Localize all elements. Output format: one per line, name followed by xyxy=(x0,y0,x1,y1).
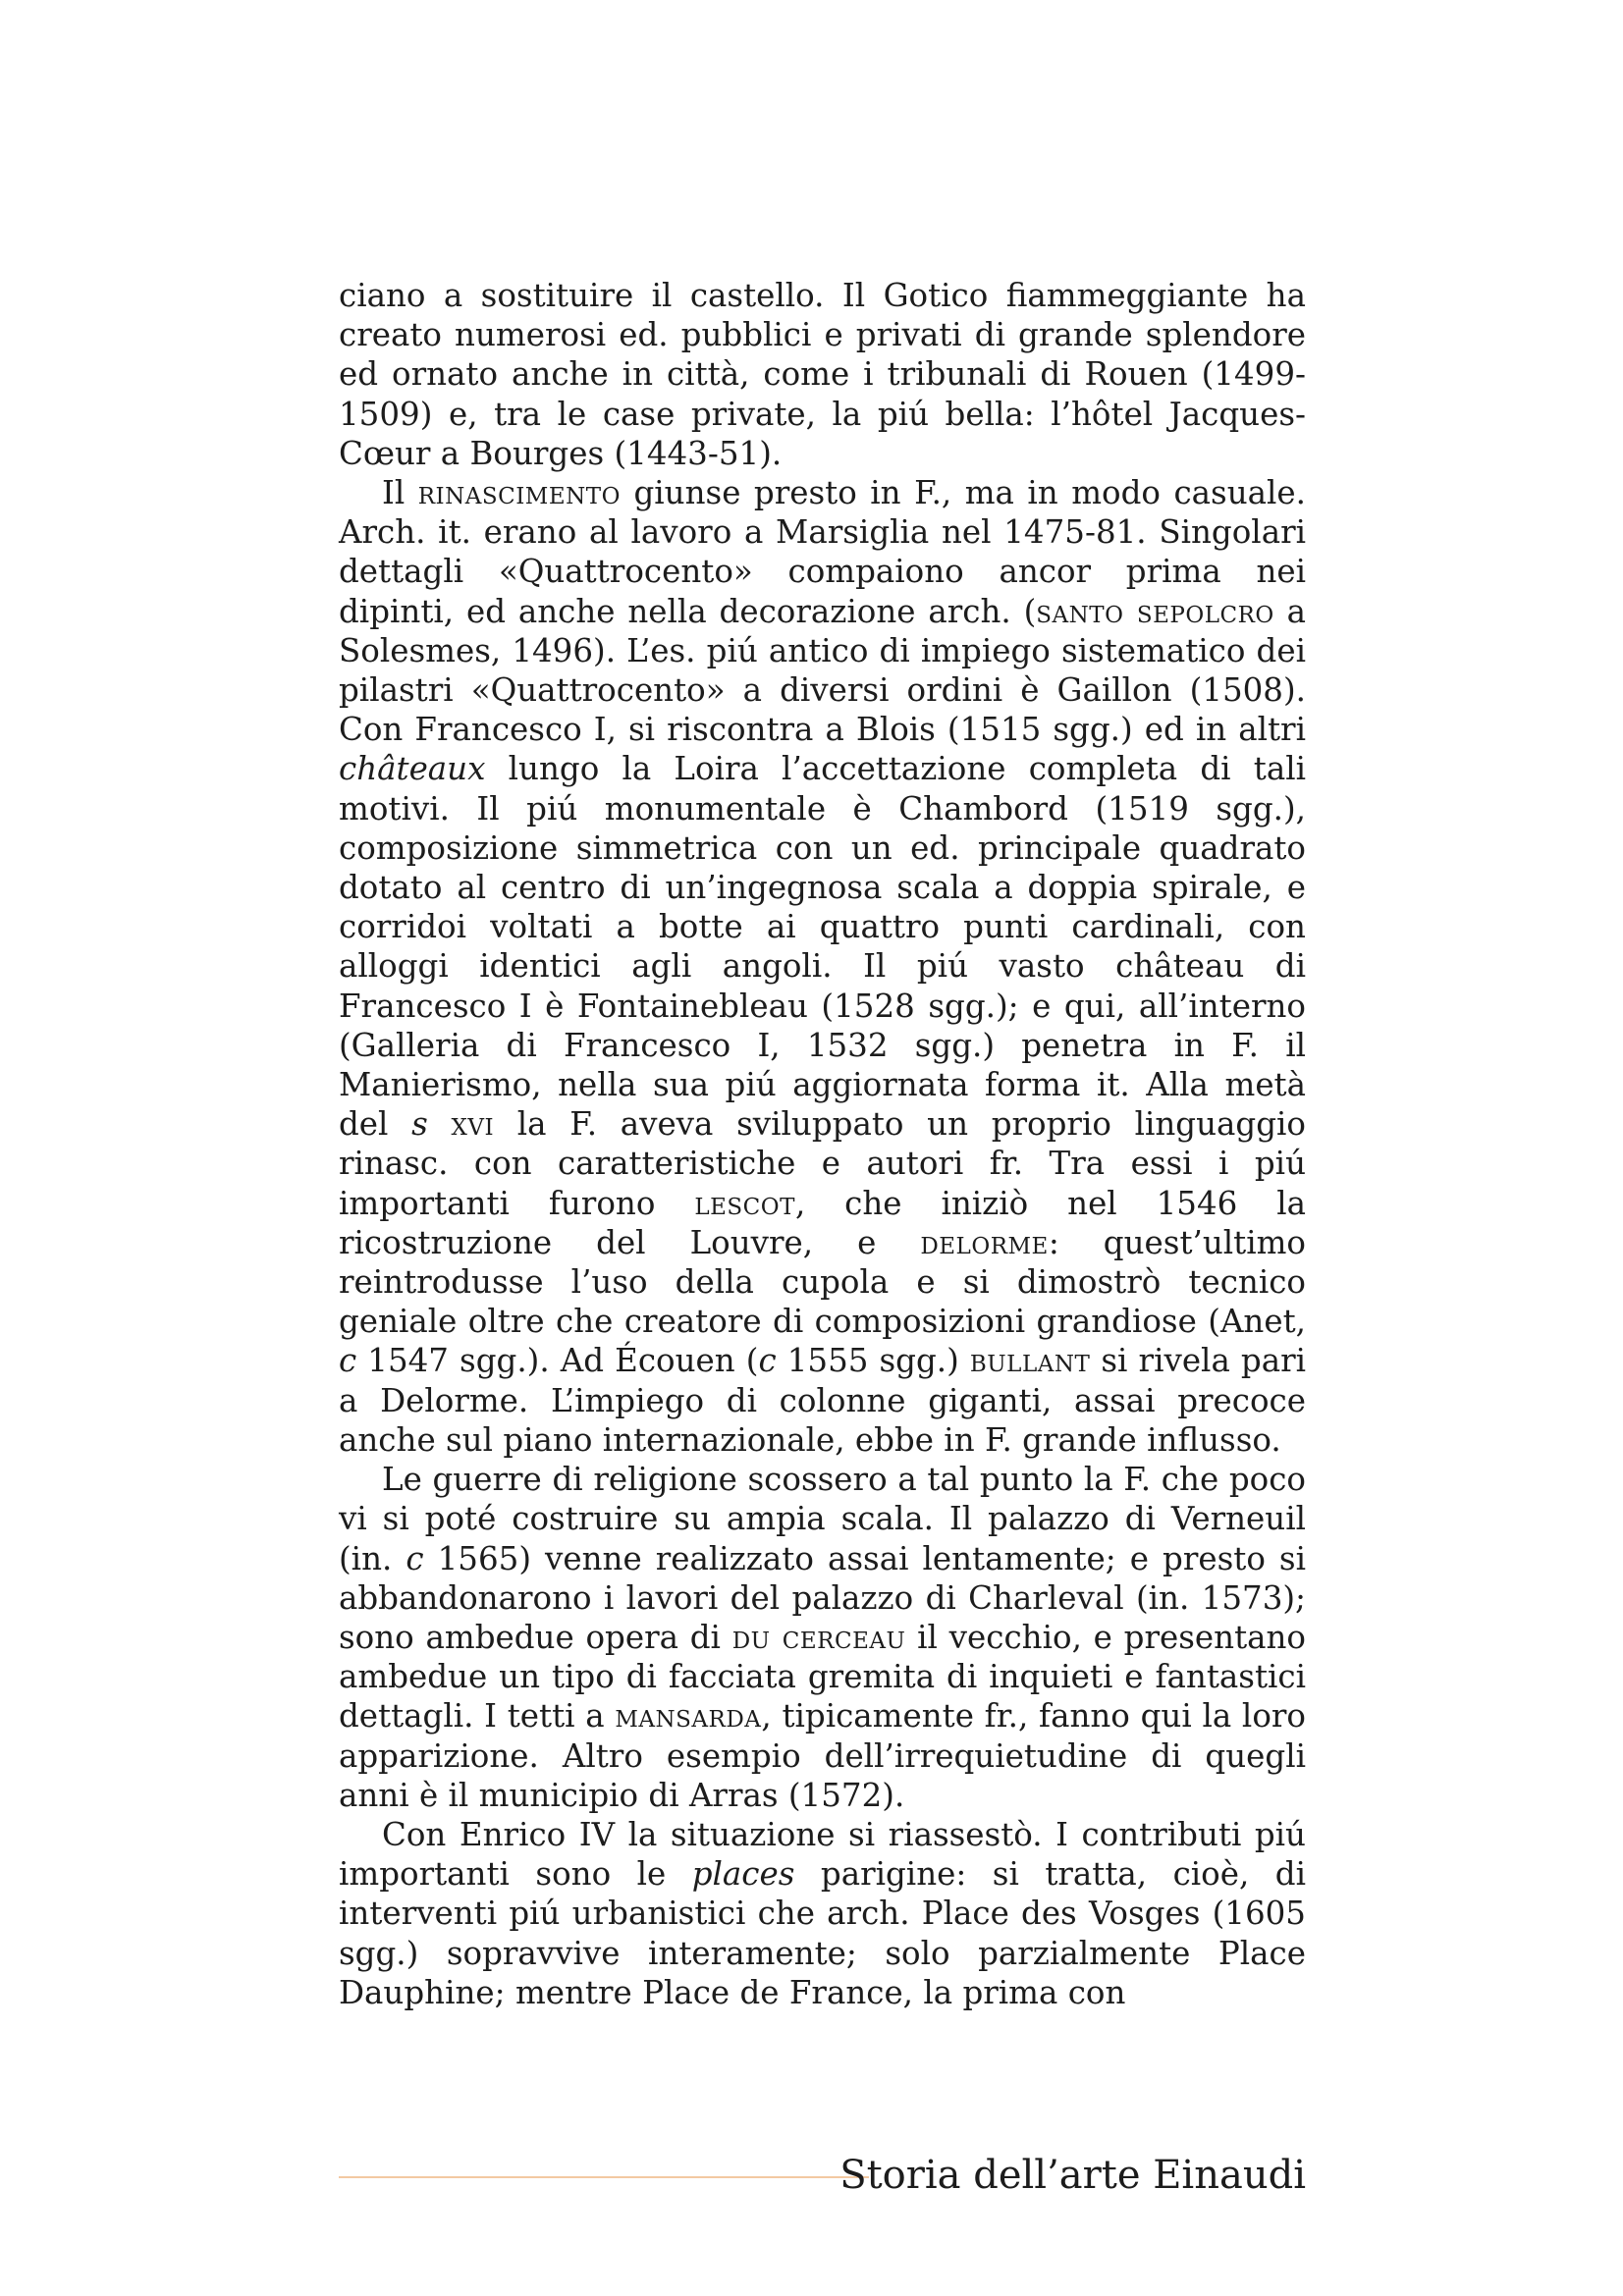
small-caps-term: mansarda xyxy=(615,1697,762,1735)
small-caps-term: delorme xyxy=(920,1223,1049,1261)
small-caps-term: lescot xyxy=(694,1184,795,1222)
small-caps-term: rinascimento xyxy=(417,474,621,512)
footer-rule xyxy=(339,2176,869,2178)
text-run: 1555 sgg.) xyxy=(776,1342,970,1380)
italic-term: c xyxy=(758,1342,777,1380)
body-text xyxy=(339,276,1306,2012)
paragraph xyxy=(339,1815,1306,2012)
text-run: : quest’ultimo reintrodusse l’uso della cupola e si dimostrò tecnico geniale oltre che creatore di composizioni grandiose (Anet, xyxy=(339,1223,1307,1341)
italic-term: places xyxy=(691,1855,795,1894)
text-run: la F. aveva sviluppato un proprio linguaggio rinasc. con caratteristiche e autori fr. Tra essi i piú importanti furono xyxy=(339,1105,1306,1222)
text-run: parigine: si tratta, cioè, di interventi piú urbanistici che arch. Place des Vosges (1605 sgg.) sopravvive interamente; solo parzialmente Place Dauphine; mentre Place de France, la prima con xyxy=(339,1855,1306,2011)
paragraph xyxy=(339,276,1306,473)
text-run: si rivela pari a Delorme. L’impiego di colonne giganti, assai precoce anche sul piano internazionale, ebbe in F. grande influsso. xyxy=(339,1342,1307,1459)
text-run xyxy=(428,1105,452,1143)
text-run: il vecchio, e presentano ambedue un tipo di facciata gremita di inquieti e fantastici dettagli. I tetti a xyxy=(339,1618,1307,1735)
small-caps-term: du cerceau xyxy=(731,1618,906,1656)
text-run: 1547 sgg.). Ad Écouen ( xyxy=(356,1342,759,1380)
text-run: , che iniziò nel 1546 la ricostruzione del Louvre, e xyxy=(339,1184,1306,1261)
text-run: a Solesmes, 1496). L’es. piú antico di impiego sistematico dei pilastri «Quattrocento» a diversi ordini è Gaillon (1508). Con Francesco I, si riscontra a Blois (1515 sgg.) ed in altri xyxy=(339,592,1306,749)
text-run: 1565) venne realizzato assai lentamente; e presto si abbandonarono i lavori del palazzo di Charleval (in. 1573); sono ambedue opera di xyxy=(339,1539,1306,1656)
italic-term: c xyxy=(339,1342,357,1380)
italic-term: s xyxy=(411,1105,428,1144)
text-run: Il xyxy=(382,474,418,512)
paragraph xyxy=(339,1460,1306,1815)
paragraph xyxy=(339,473,1306,1460)
small-caps-term: bullant xyxy=(969,1342,1091,1380)
italic-term: c xyxy=(406,1539,424,1577)
text-run: giunse presto in F., ma in modo casuale. Arch. it. erano al lavoro a Marsiglia nel 1475-81. Singolari dettagli «Quattrocento» compaiono ancor prima nei dipinti, ed anche nella decorazione arch. ( xyxy=(339,474,1306,630)
text-run: , tipicamente fr., fanno qui la loro apparizione. Altro esempio dell’irrequietudine di quegli anni è il municipio di Arras (1572). xyxy=(339,1697,1306,1814)
small-caps-term: santo sepolcro xyxy=(1036,592,1274,630)
text-run: Con Enrico IV la situazione si riassestò. I contributi piú importanti sono le xyxy=(339,1815,1306,1894)
text-run: ciano a sostituire il castello. Il Gotico fiammeggiante ha creato numerosi ed. pubblici e privati di grande splendore ed ornato anche in città, come i tribunali di Rouen (1499-1509) e, tra le case private, la piú bella: l’hôtel Jacques-Cœur a Bourges (1443-51). xyxy=(339,277,1306,472)
footer-title: Storia dell’arte Einaudi xyxy=(839,2153,1306,2198)
italic-term: châteaux xyxy=(339,750,486,788)
small-caps-term: xvi xyxy=(451,1105,495,1144)
text-run: Le guerre di religione scossero a tal punto la F. che poco vi si poté costruire su ampia scala. Il palazzo di Verneuil (in. xyxy=(339,1461,1306,1577)
text-run: lungo la Loira l’accettazione completa di tali motivi. Il piú monumentale è Chambord (1519 sgg.), composizione simmetrica con un ed. principale quadrato dotato al centro di un’ingegnosa scala a doppia spirale, e corridoi voltati a botte ai quattro punti cardinali, con alloggi identici agli angoli. Il piú vasto château di Francesco I è Fontainebleau (1528 sgg.); e qui, all’interno (Galleria di Francesco I, 1532 sgg.) penetra in F. il Manierismo, nella sua piú aggiornata forma it. Alla metà del xyxy=(339,750,1306,1144)
